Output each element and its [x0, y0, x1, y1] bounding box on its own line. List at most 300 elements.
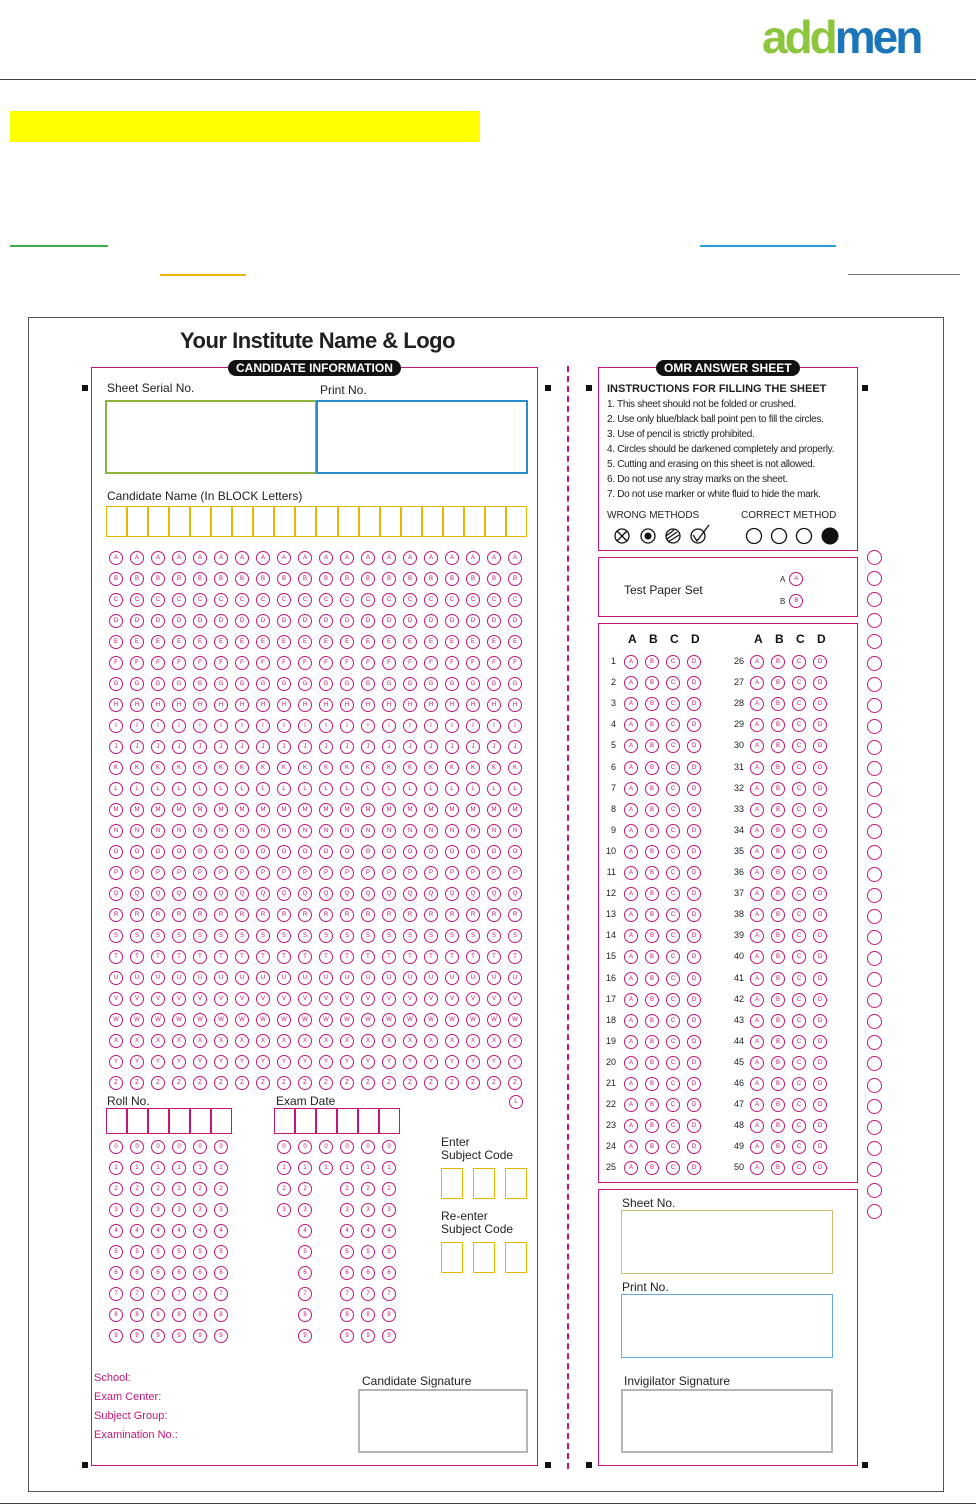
answer-bubble[interactable]: B	[645, 1161, 659, 1175]
answer-bubble[interactable]: A	[624, 1014, 638, 1028]
name-bubble[interactable]: H	[172, 698, 186, 712]
name-bubble[interactable]: C	[445, 593, 459, 607]
name-bubble[interactable]: I	[151, 719, 165, 733]
name-bubble[interactable]: M	[466, 803, 480, 817]
exam-date-bubble[interactable]: 5	[340, 1245, 354, 1259]
name-bubble[interactable]: X	[403, 1034, 417, 1048]
name-bubble[interactable]: T	[361, 950, 375, 964]
answer-bubble[interactable]: B	[645, 803, 659, 817]
name-bubble[interactable]: E	[424, 635, 438, 649]
name-bubble[interactable]: Z	[319, 1076, 333, 1090]
answer-bubble[interactable]: A	[624, 993, 638, 1007]
answer-bubble[interactable]: D	[687, 1014, 701, 1028]
name-bubble[interactable]: Y	[466, 1055, 480, 1069]
answer-bubble[interactable]: A	[624, 739, 638, 753]
name-bubble[interactable]: I	[256, 719, 270, 733]
name-bubble[interactable]: Q	[277, 887, 291, 901]
answer-bubble[interactable]: C	[666, 1140, 680, 1154]
name-bubble[interactable]: S	[298, 929, 312, 943]
answer-bubble[interactable]: B	[645, 676, 659, 690]
roll-no-bubble[interactable]: 4	[109, 1224, 123, 1238]
roll-no-bubble[interactable]: 7	[151, 1287, 165, 1301]
name-bubble[interactable]: N	[172, 824, 186, 838]
answer-bubble[interactable]: D	[687, 803, 701, 817]
answer-bubble[interactable]: B	[645, 972, 659, 986]
name-bubble[interactable]: M	[193, 803, 207, 817]
name-bubble[interactable]: F	[151, 656, 165, 670]
roll-no-bubble[interactable]: 9	[130, 1329, 144, 1343]
name-bubble[interactable]: Q	[487, 887, 501, 901]
name-bubble[interactable]: K	[508, 761, 522, 775]
answer-bubble[interactable]: D	[687, 929, 701, 943]
name-bubble[interactable]: C	[382, 593, 396, 607]
name-bubble[interactable]: Q	[508, 887, 522, 901]
answer-bubble[interactable]: D	[687, 950, 701, 964]
name-bubble[interactable]: Q	[109, 887, 123, 901]
name-bubble[interactable]: K	[403, 761, 417, 775]
answer-bubble[interactable]: B	[645, 1077, 659, 1091]
name-bubble[interactable]: G	[508, 677, 522, 691]
answer-bubble[interactable]: A	[750, 782, 764, 796]
name-bubble[interactable]: T	[340, 950, 354, 964]
name-bubble[interactable]: O	[130, 845, 144, 859]
roll-no-bubble[interactable]: 9	[109, 1329, 123, 1343]
name-bubble[interactable]: K	[214, 761, 228, 775]
answer-bubble[interactable]: D	[813, 1035, 827, 1049]
answer-bubble[interactable]: C	[792, 1077, 806, 1091]
invigilator-signature-box[interactable]	[621, 1389, 833, 1453]
name-bubble[interactable]: F	[487, 656, 501, 670]
answer-bubble[interactable]: B	[645, 1056, 659, 1070]
name-bubble[interactable]: U	[109, 971, 123, 985]
exam-date-bubble[interactable]: 3	[361, 1203, 375, 1217]
name-bubble[interactable]: Y	[172, 1055, 186, 1069]
answer-bubble[interactable]: B	[645, 845, 659, 859]
answer-bubble[interactable]: C	[666, 1098, 680, 1112]
name-bubble[interactable]: X	[130, 1034, 144, 1048]
name-bubble[interactable]: M	[508, 803, 522, 817]
name-bubble[interactable]: Z	[403, 1076, 417, 1090]
name-bubble[interactable]: F	[445, 656, 459, 670]
exam-date-bubble[interactable]: 8	[298, 1308, 312, 1322]
answer-bubble[interactable]: B	[771, 1161, 785, 1175]
name-letter-box[interactable]	[127, 506, 148, 537]
answer-bubble[interactable]: B	[771, 972, 785, 986]
name-bubble[interactable]: L	[193, 782, 207, 796]
name-bubble[interactable]: H	[445, 698, 459, 712]
name-bubble[interactable]: Y	[256, 1055, 270, 1069]
answer-bubble[interactable]: C	[792, 697, 806, 711]
name-bubble[interactable]: J	[424, 740, 438, 754]
name-letter-box[interactable]	[380, 506, 401, 537]
name-bubble[interactable]: D	[403, 614, 417, 628]
roll-no-bubble[interactable]: 3	[172, 1203, 186, 1217]
name-bubble[interactable]: I	[298, 719, 312, 733]
answer-bubble[interactable]: B	[645, 697, 659, 711]
answer-bubble[interactable]: B	[771, 1119, 785, 1133]
name-bubble[interactable]: L	[424, 782, 438, 796]
name-bubble[interactable]: E	[256, 635, 270, 649]
exam-date-bubble[interactable]: 4	[382, 1224, 396, 1238]
roll-no-bubble[interactable]: 1	[214, 1161, 228, 1175]
name-bubble[interactable]: R	[319, 908, 333, 922]
name-bubble[interactable]: U	[340, 971, 354, 985]
answer-bubble[interactable]: D	[687, 824, 701, 838]
name-bubble[interactable]: Q	[172, 887, 186, 901]
name-bubble[interactable]: L	[214, 782, 228, 796]
answer-bubble[interactable]: A	[624, 1077, 638, 1091]
name-bubble[interactable]: S	[508, 929, 522, 943]
roll-no-bubble[interactable]: 2	[214, 1182, 228, 1196]
answer-bubble[interactable]: B	[645, 655, 659, 669]
name-bubble[interactable]: T	[487, 950, 501, 964]
name-bubble[interactable]: J	[277, 740, 291, 754]
answer-bubble[interactable]: D	[687, 1098, 701, 1112]
exam-date-bubble[interactable]: 6	[340, 1266, 354, 1280]
name-bubble[interactable]: L	[508, 782, 522, 796]
name-bubble[interactable]: N	[382, 824, 396, 838]
subject-code-box[interactable]	[441, 1168, 463, 1199]
answer-bubble[interactable]: C	[792, 761, 806, 775]
exam-date-bubble[interactable]: 5	[298, 1245, 312, 1259]
roll-no-bubble[interactable]: 2	[151, 1182, 165, 1196]
name-bubble[interactable]: T	[109, 950, 123, 964]
name-bubble[interactable]: A	[424, 551, 438, 565]
name-bubble[interactable]: M	[256, 803, 270, 817]
name-bubble[interactable]: B	[508, 572, 522, 586]
exam-date-bubble[interactable]: 3	[340, 1203, 354, 1217]
exam-date-bubble[interactable]: 1	[382, 1161, 396, 1175]
name-bubble[interactable]: W	[445, 1013, 459, 1027]
roll-no-bubble[interactable]: 6	[214, 1266, 228, 1280]
name-bubble[interactable]: J	[466, 740, 480, 754]
name-bubble[interactable]: Q	[193, 887, 207, 901]
name-bubble[interactable]: E	[130, 635, 144, 649]
answer-bubble[interactable]: C	[792, 1140, 806, 1154]
name-bubble[interactable]: M	[109, 803, 123, 817]
name-bubble[interactable]: Z	[508, 1076, 522, 1090]
name-bubble[interactable]: R	[508, 908, 522, 922]
answer-bubble[interactable]: B	[771, 1077, 785, 1091]
answer-bubble[interactable]: B	[771, 803, 785, 817]
answer-bubble[interactable]: A	[624, 803, 638, 817]
name-bubble[interactable]: W	[235, 1013, 249, 1027]
answer-bubble[interactable]: C	[792, 824, 806, 838]
name-bubble[interactable]: N	[235, 824, 249, 838]
name-bubble[interactable]: S	[445, 929, 459, 943]
name-bubble[interactable]: I	[109, 719, 123, 733]
answer-bubble[interactable]: A	[750, 1098, 764, 1112]
name-bubble[interactable]: F	[235, 656, 249, 670]
name-bubble[interactable]: M	[172, 803, 186, 817]
name-bubble[interactable]: P	[235, 866, 249, 880]
name-bubble[interactable]: G	[235, 677, 249, 691]
roll-no-bubble[interactable]: 1	[130, 1161, 144, 1175]
name-bubble[interactable]: X	[151, 1034, 165, 1048]
name-bubble[interactable]: R	[403, 908, 417, 922]
answer-bubble[interactable]: C	[666, 972, 680, 986]
name-bubble[interactable]: K	[151, 761, 165, 775]
name-bubble[interactable]: A	[445, 551, 459, 565]
name-bubble[interactable]: Y	[109, 1055, 123, 1069]
name-letter-box[interactable]	[401, 506, 422, 537]
name-bubble[interactable]: H	[382, 698, 396, 712]
name-bubble[interactable]: G	[466, 677, 480, 691]
exam-date-box[interactable]	[295, 1108, 316, 1134]
name-bubble[interactable]: W	[382, 1013, 396, 1027]
answer-bubble[interactable]: B	[771, 845, 785, 859]
name-bubble[interactable]: L	[340, 782, 354, 796]
name-bubble[interactable]: R	[193, 908, 207, 922]
name-bubble[interactable]: B	[109, 572, 123, 586]
name-bubble[interactable]: Z	[298, 1076, 312, 1090]
answer-bubble[interactable]: C	[666, 887, 680, 901]
roll-no-bubble[interactable]: 1	[172, 1161, 186, 1175]
name-bubble[interactable]: J	[193, 740, 207, 754]
name-letter-box[interactable]	[148, 506, 169, 537]
exam-date-bubble[interactable]: 2	[382, 1182, 396, 1196]
name-bubble[interactable]: I	[466, 719, 480, 733]
name-letter-box[interactable]	[232, 506, 253, 537]
answer-bubble[interactable]: D	[687, 676, 701, 690]
exam-date-bubble[interactable]: 3	[382, 1203, 396, 1217]
roll-no-bubble[interactable]: 2	[193, 1182, 207, 1196]
name-bubble[interactable]: R	[277, 908, 291, 922]
name-bubble[interactable]: L	[277, 782, 291, 796]
answer-bubble[interactable]: A	[624, 866, 638, 880]
answer-bubble[interactable]: B	[771, 718, 785, 732]
answer-bubble[interactable]: C	[666, 1161, 680, 1175]
name-bubble[interactable]: H	[235, 698, 249, 712]
name-bubble[interactable]: M	[382, 803, 396, 817]
name-bubble[interactable]: Q	[424, 887, 438, 901]
answer-bubble[interactable]: C	[792, 1098, 806, 1112]
name-bubble[interactable]: A	[340, 551, 354, 565]
name-bubble[interactable]: B	[319, 572, 333, 586]
name-bubble[interactable]: L	[319, 782, 333, 796]
name-bubble[interactable]: Y	[130, 1055, 144, 1069]
roll-no-box[interactable]	[106, 1108, 127, 1134]
answer-bubble[interactable]: C	[792, 950, 806, 964]
name-bubble[interactable]: H	[109, 698, 123, 712]
name-bubble[interactable]: K	[235, 761, 249, 775]
roll-no-bubble[interactable]: 1	[151, 1161, 165, 1175]
name-bubble[interactable]: X	[319, 1034, 333, 1048]
answer-bubble[interactable]: B	[645, 950, 659, 964]
name-bubble[interactable]: E	[361, 635, 375, 649]
name-bubble[interactable]: P	[319, 866, 333, 880]
name-bubble[interactable]: C	[193, 593, 207, 607]
name-bubble[interactable]: V	[361, 992, 375, 1006]
name-bubble[interactable]: N	[445, 824, 459, 838]
exam-date-box[interactable]	[337, 1108, 358, 1134]
name-bubble[interactable]: T	[445, 950, 459, 964]
name-bubble[interactable]: V	[172, 992, 186, 1006]
subject-code-box[interactable]	[505, 1168, 527, 1199]
name-bubble[interactable]: S	[487, 929, 501, 943]
answer-bubble[interactable]: B	[771, 1056, 785, 1070]
name-bubble[interactable]: V	[256, 992, 270, 1006]
name-bubble[interactable]: Z	[256, 1076, 270, 1090]
name-letter-box[interactable]	[106, 506, 127, 537]
name-bubble[interactable]: M	[445, 803, 459, 817]
answer-bubble[interactable]: A	[750, 866, 764, 880]
name-bubble[interactable]: B	[361, 572, 375, 586]
name-bubble[interactable]: N	[130, 824, 144, 838]
name-bubble[interactable]: A	[151, 551, 165, 565]
name-bubble[interactable]: J	[319, 740, 333, 754]
name-bubble[interactable]: G	[319, 677, 333, 691]
name-bubble[interactable]: X	[193, 1034, 207, 1048]
name-bubble[interactable]: I	[214, 719, 228, 733]
answer-bubble[interactable]: A	[750, 950, 764, 964]
name-bubble[interactable]: X	[256, 1034, 270, 1048]
answer-bubble[interactable]: D	[687, 1161, 701, 1175]
roll-no-bubble[interactable]: 0	[130, 1140, 144, 1154]
exam-date-bubble[interactable]: 2	[361, 1182, 375, 1196]
name-bubble[interactable]: F	[424, 656, 438, 670]
name-bubble[interactable]: V	[382, 992, 396, 1006]
exam-date-bubble[interactable]: 8	[382, 1308, 396, 1322]
name-bubble[interactable]: P	[424, 866, 438, 880]
name-bubble[interactable]: O	[151, 845, 165, 859]
name-bubble[interactable]: P	[361, 866, 375, 880]
exam-date-bubble[interactable]: 0	[319, 1140, 333, 1154]
name-bubble[interactable]: W	[424, 1013, 438, 1027]
answer-bubble[interactable]: C	[666, 761, 680, 775]
name-bubble[interactable]: A	[319, 551, 333, 565]
name-bubble[interactable]: K	[361, 761, 375, 775]
exam-date-bubble[interactable]: 1	[361, 1161, 375, 1175]
name-bubble[interactable]: X	[298, 1034, 312, 1048]
name-bubble[interactable]: G	[109, 677, 123, 691]
name-bubble[interactable]: T	[256, 950, 270, 964]
roll-no-bubble[interactable]: 6	[193, 1266, 207, 1280]
name-bubble[interactable]: Y	[508, 1055, 522, 1069]
name-bubble[interactable]: D	[466, 614, 480, 628]
name-bubble[interactable]: Q	[256, 887, 270, 901]
answer-bubble[interactable]: C	[666, 1077, 680, 1091]
name-bubble[interactable]: V	[424, 992, 438, 1006]
name-bubble[interactable]: C	[361, 593, 375, 607]
name-bubble[interactable]: E	[340, 635, 354, 649]
answer-bubble[interactable]: A	[624, 887, 638, 901]
answer-bubble[interactable]: D	[813, 761, 827, 775]
roll-no-bubble[interactable]: 4	[193, 1224, 207, 1238]
name-bubble[interactable]: M	[361, 803, 375, 817]
name-letter-box[interactable]	[338, 506, 359, 537]
name-bubble[interactable]: B	[172, 572, 186, 586]
name-bubble[interactable]: X	[235, 1034, 249, 1048]
name-bubble[interactable]: E	[109, 635, 123, 649]
exam-date-bubble[interactable]: 8	[361, 1308, 375, 1322]
name-bubble[interactable]: H	[256, 698, 270, 712]
name-bubble[interactable]: U	[151, 971, 165, 985]
answer-bubble[interactable]: D	[813, 782, 827, 796]
name-bubble[interactable]: K	[445, 761, 459, 775]
name-bubble[interactable]: N	[214, 824, 228, 838]
name-bubble[interactable]: W	[340, 1013, 354, 1027]
answer-bubble[interactable]: D	[687, 655, 701, 669]
name-bubble[interactable]: Z	[172, 1076, 186, 1090]
name-bubble[interactable]: A	[172, 551, 186, 565]
answer-bubble[interactable]: D	[687, 866, 701, 880]
answer-bubble[interactable]: A	[750, 739, 764, 753]
roll-no-bubble[interactable]: 3	[193, 1203, 207, 1217]
name-letter-box[interactable]	[169, 506, 190, 537]
name-bubble[interactable]: P	[340, 866, 354, 880]
answer-bubble[interactable]: D	[813, 887, 827, 901]
roll-no-bubble[interactable]: 8	[193, 1308, 207, 1322]
name-bubble[interactable]: T	[214, 950, 228, 964]
name-bubble[interactable]: C	[235, 593, 249, 607]
answer-bubble[interactable]: C	[666, 845, 680, 859]
name-bubble[interactable]: R	[172, 908, 186, 922]
answer-bubble[interactable]: A	[750, 1077, 764, 1091]
name-bubble[interactable]: O	[340, 845, 354, 859]
name-bubble[interactable]: R	[109, 908, 123, 922]
name-bubble[interactable]: Q	[298, 887, 312, 901]
answer-bubble[interactable]: A	[624, 676, 638, 690]
name-bubble[interactable]: E	[466, 635, 480, 649]
answer-bubble[interactable]: B	[771, 929, 785, 943]
name-bubble[interactable]: A	[235, 551, 249, 565]
name-bubble[interactable]: I	[172, 719, 186, 733]
name-bubble[interactable]: W	[151, 1013, 165, 1027]
answer-bubble[interactable]: C	[666, 739, 680, 753]
answer-bubble[interactable]: A	[750, 993, 764, 1007]
name-bubble[interactable]: C	[466, 593, 480, 607]
name-bubble[interactable]: X	[214, 1034, 228, 1048]
name-bubble[interactable]: Y	[445, 1055, 459, 1069]
exam-date-box[interactable]	[316, 1108, 337, 1134]
roll-no-bubble[interactable]: 3	[130, 1203, 144, 1217]
name-bubble[interactable]: Q	[214, 887, 228, 901]
answer-bubble[interactable]: A	[750, 1035, 764, 1049]
name-bubble[interactable]: U	[445, 971, 459, 985]
subject-code-box[interactable]	[441, 1242, 463, 1273]
name-bubble[interactable]: I	[508, 719, 522, 733]
answer-bubble[interactable]: A	[750, 929, 764, 943]
roll-no-bubble[interactable]: 5	[151, 1245, 165, 1259]
name-bubble[interactable]: F	[130, 656, 144, 670]
exam-date-bubble[interactable]: 6	[382, 1266, 396, 1280]
name-bubble[interactable]: R	[256, 908, 270, 922]
name-bubble[interactable]: U	[130, 971, 144, 985]
exam-date-bubble[interactable]: 0	[382, 1140, 396, 1154]
answer-bubble[interactable]: D	[687, 1077, 701, 1091]
answer-bubble[interactable]: D	[813, 1161, 827, 1175]
name-bubble[interactable]: O	[487, 845, 501, 859]
name-bubble[interactable]: L	[382, 782, 396, 796]
name-bubble[interactable]: I	[277, 719, 291, 733]
name-bubble[interactable]: Y	[277, 1055, 291, 1069]
name-bubble[interactable]: P	[172, 866, 186, 880]
name-bubble[interactable]: X	[361, 1034, 375, 1048]
answer-bubble[interactable]: B	[645, 1140, 659, 1154]
answer-bubble[interactable]: D	[813, 718, 827, 732]
name-bubble[interactable]: G	[298, 677, 312, 691]
answer-bubble[interactable]: D	[813, 929, 827, 943]
name-bubble[interactable]: M	[424, 803, 438, 817]
name-bubble[interactable]: B	[487, 572, 501, 586]
name-bubble[interactable]: A	[487, 551, 501, 565]
set-bubble[interactable]: B	[789, 594, 803, 608]
answer-bubble[interactable]: A	[750, 1056, 764, 1070]
name-bubble[interactable]: L	[466, 782, 480, 796]
roll-no-bubble[interactable]: 2	[109, 1182, 123, 1196]
roll-no-bubble[interactable]: 4	[151, 1224, 165, 1238]
